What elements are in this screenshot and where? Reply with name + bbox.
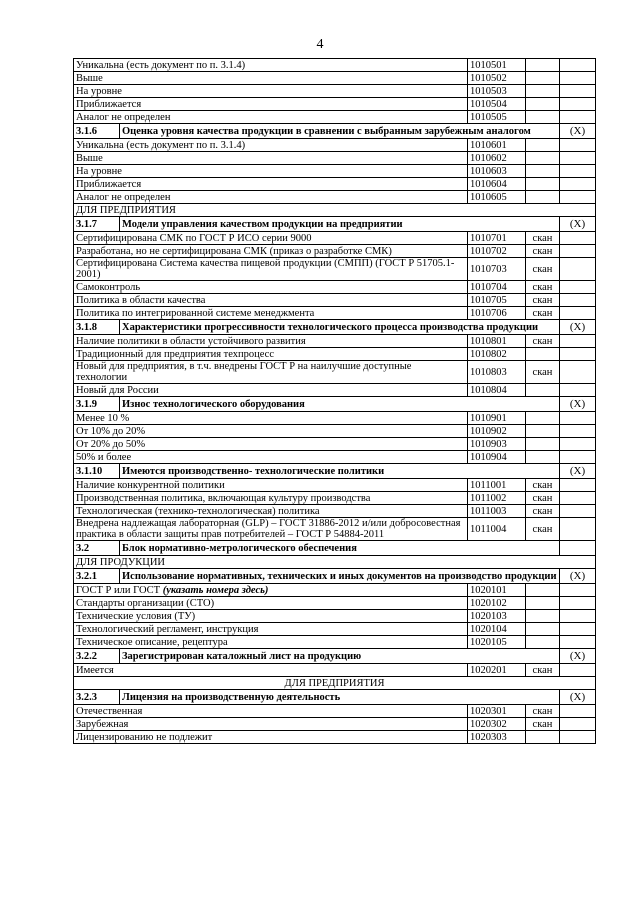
scan-flag bbox=[526, 111, 560, 124]
item-label bbox=[74, 98, 468, 111]
item-label bbox=[74, 731, 468, 744]
item-label bbox=[74, 623, 468, 636]
table-row bbox=[74, 191, 596, 204]
table-row bbox=[74, 412, 596, 425]
item-label bbox=[74, 111, 468, 124]
item-label-text: От 20% до 50% bbox=[76, 438, 146, 450]
item-label-text: Отечественная bbox=[76, 705, 143, 717]
mark-cell bbox=[560, 718, 596, 731]
scan-flag: скан bbox=[526, 258, 560, 281]
item-label-text: На уровне bbox=[76, 85, 122, 97]
category-row bbox=[74, 556, 596, 569]
item-label-text: Аналог не определен bbox=[76, 191, 171, 203]
section-number: 3.1.10 bbox=[74, 464, 120, 479]
table-row bbox=[74, 384, 596, 397]
item-label-text: Наличие конкурентной политики bbox=[76, 479, 225, 491]
item-code: 1010705 bbox=[468, 294, 526, 307]
item-label bbox=[74, 451, 468, 464]
item-label bbox=[74, 258, 468, 281]
scan-flag: скан bbox=[526, 705, 560, 718]
mark-cell bbox=[560, 335, 596, 348]
item-code: 1010602 bbox=[468, 152, 526, 165]
mark-cell bbox=[560, 479, 596, 492]
section-number: 3.2.3 bbox=[74, 690, 120, 705]
mark-cell bbox=[560, 425, 596, 438]
item-label bbox=[74, 584, 468, 597]
mark-cell: (X) bbox=[560, 320, 596, 335]
item-code: 1011002 bbox=[468, 492, 526, 505]
item-code: 1010503 bbox=[468, 85, 526, 98]
table-row bbox=[74, 361, 596, 384]
mark-cell bbox=[560, 664, 596, 677]
section-header-row bbox=[74, 541, 596, 556]
item-label-text: Самоконтроль bbox=[76, 281, 141, 293]
item-label bbox=[74, 518, 468, 541]
scan-flag: скан bbox=[526, 281, 560, 294]
table-row bbox=[74, 85, 596, 98]
section-title: Лицензия на производственную деятельность bbox=[120, 690, 560, 705]
item-label bbox=[74, 281, 468, 294]
item-label-text: Приближается bbox=[76, 98, 142, 110]
item-label-text: Традиционный для предприятия техпроцесс bbox=[76, 348, 275, 360]
mark-cell bbox=[560, 111, 596, 124]
table-row bbox=[74, 232, 596, 245]
scan-flag: скан bbox=[526, 505, 560, 518]
item-code: 1020105 bbox=[468, 636, 526, 649]
scan-flag bbox=[526, 636, 560, 649]
mark-cell bbox=[560, 245, 596, 258]
table-row bbox=[74, 705, 596, 718]
mark-cell: (X) bbox=[560, 397, 596, 412]
scan-flag: скан bbox=[526, 335, 560, 348]
table-row bbox=[74, 258, 596, 281]
scan-flag bbox=[526, 191, 560, 204]
section-number: 3.1.8 bbox=[74, 320, 120, 335]
mark-cell bbox=[560, 281, 596, 294]
scan-flag bbox=[526, 72, 560, 85]
table-row bbox=[74, 610, 596, 623]
item-label bbox=[74, 59, 468, 72]
scan-flag: скан bbox=[526, 492, 560, 505]
table-row bbox=[74, 479, 596, 492]
mark-cell bbox=[560, 597, 596, 610]
item-code: 1020301 bbox=[468, 705, 526, 718]
table-row bbox=[74, 165, 596, 178]
mark-cell bbox=[560, 59, 596, 72]
table-row bbox=[74, 294, 596, 307]
mark-cell bbox=[560, 705, 596, 718]
scan-flag bbox=[526, 623, 560, 636]
scan-flag: скан bbox=[526, 245, 560, 258]
mark-cell bbox=[560, 85, 596, 98]
scan-flag bbox=[526, 438, 560, 451]
item-label-text: Сертифицирована Система качества пищевой продукции (СМПП) (ГОСТ Р 51705.1-2001) bbox=[76, 258, 455, 280]
scan-flag: скан bbox=[526, 232, 560, 245]
item-code: 1010704 bbox=[468, 281, 526, 294]
item-label bbox=[74, 597, 468, 610]
item-code: 1010903 bbox=[468, 438, 526, 451]
mark-cell: (X) bbox=[560, 124, 596, 139]
mark-cell bbox=[560, 451, 596, 464]
item-code: 1010703 bbox=[468, 258, 526, 281]
section-header-row bbox=[74, 464, 596, 479]
item-label bbox=[74, 72, 468, 85]
scan-flag bbox=[526, 584, 560, 597]
item-code: 1020104 bbox=[468, 623, 526, 636]
mark-cell bbox=[560, 731, 596, 744]
table-row bbox=[74, 425, 596, 438]
item-label-text: Выше bbox=[76, 72, 103, 84]
mark-cell bbox=[560, 584, 596, 597]
item-label bbox=[74, 191, 468, 204]
mark-cell bbox=[560, 541, 596, 556]
mark-cell bbox=[560, 98, 596, 111]
section-header-row bbox=[74, 397, 596, 412]
item-code: 1010803 bbox=[468, 361, 526, 384]
item-label bbox=[74, 610, 468, 623]
mark-cell bbox=[560, 307, 596, 320]
table-row bbox=[74, 451, 596, 464]
item-label-text: Технологический регламент, инструкция bbox=[76, 623, 259, 635]
mark-cell bbox=[560, 623, 596, 636]
item-label-text: Выше bbox=[76, 152, 103, 164]
section-title: Характеристики прогрессивности технологического процесса производства продукции bbox=[120, 320, 560, 335]
item-code: 1010902 bbox=[468, 425, 526, 438]
item-label-text: Зарубежная bbox=[76, 718, 129, 730]
item-label-text: Сертифицирована СМК по ГОСТ Р ИСО серии 9000 bbox=[76, 232, 312, 244]
table-row bbox=[74, 281, 596, 294]
item-label-text: ГОСТ Р или ГОСТ bbox=[76, 584, 161, 596]
item-label bbox=[74, 178, 468, 191]
item-code: 1010706 bbox=[468, 307, 526, 320]
scan-flag bbox=[526, 152, 560, 165]
category-label: ДЛЯ ПРЕДПРИЯТИЯ bbox=[74, 677, 596, 690]
mark-cell bbox=[560, 152, 596, 165]
item-code: 1010604 bbox=[468, 178, 526, 191]
category-label: ДЛЯ ПРЕДПРИЯТИЯ bbox=[74, 204, 596, 217]
section-header-row bbox=[74, 690, 596, 705]
table-row bbox=[74, 597, 596, 610]
scan-flag bbox=[526, 412, 560, 425]
section-number: 3.2.2 bbox=[74, 649, 120, 664]
section-header-row bbox=[74, 217, 596, 232]
item-code: 1020103 bbox=[468, 610, 526, 623]
item-label bbox=[74, 492, 468, 505]
scan-flag bbox=[526, 425, 560, 438]
section-number: 3.2.1 bbox=[74, 569, 120, 584]
table-row bbox=[74, 492, 596, 505]
scan-flag bbox=[526, 139, 560, 152]
item-label-text: Приближается bbox=[76, 178, 142, 190]
mark-cell bbox=[560, 412, 596, 425]
form-body bbox=[74, 59, 596, 744]
mark-cell bbox=[560, 518, 596, 541]
scan-flag bbox=[526, 451, 560, 464]
section-title: Износ технологического оборудования bbox=[120, 397, 560, 412]
section-number: 3.2 bbox=[74, 541, 120, 556]
item-label-text: Внедрена надлежащая лабораторная (GLP) – ГОСТ 31886-2012 и/или добросовестная практика в области защиты прав потребителей – ГОСТ Р 54884-2011 bbox=[76, 518, 461, 540]
table-row bbox=[74, 152, 596, 165]
scan-flag bbox=[526, 98, 560, 111]
section-number: 3.1.7 bbox=[74, 217, 120, 232]
item-label-text: Политика по интегрированной системе менеджмента bbox=[76, 307, 315, 319]
item-label-text: Аналог не определен bbox=[76, 111, 171, 123]
mark-cell bbox=[560, 165, 596, 178]
table-row bbox=[74, 178, 596, 191]
section-title: Блок нормативно-метрологического обеспечения bbox=[120, 541, 560, 556]
scan-flag bbox=[526, 165, 560, 178]
table-row bbox=[74, 72, 596, 85]
section-header-row bbox=[74, 649, 596, 664]
mark-cell bbox=[560, 258, 596, 281]
item-label-text: Имеется bbox=[76, 664, 114, 676]
scan-flag bbox=[526, 59, 560, 72]
category-row bbox=[74, 677, 596, 690]
item-code: 1010804 bbox=[468, 384, 526, 397]
table-row bbox=[74, 584, 596, 597]
form-table bbox=[73, 58, 596, 744]
item-code: 1020201 bbox=[468, 664, 526, 677]
table-row bbox=[74, 307, 596, 320]
item-label bbox=[74, 361, 468, 384]
item-label bbox=[74, 294, 468, 307]
section-number: 3.1.9 bbox=[74, 397, 120, 412]
item-label bbox=[74, 335, 468, 348]
item-code: 1010802 bbox=[468, 348, 526, 361]
item-code: 1010605 bbox=[468, 191, 526, 204]
item-label-text: Новый для предприятия, в т.ч. внедрены ГОСТ Р на наилучшие доступные технологии bbox=[76, 361, 412, 383]
table-row bbox=[74, 111, 596, 124]
category-row bbox=[74, 204, 596, 217]
item-label bbox=[74, 139, 468, 152]
mark-cell: (X) bbox=[560, 690, 596, 705]
section-title: Зарегистрирован каталожный лист на продукцию bbox=[120, 649, 560, 664]
item-label bbox=[74, 412, 468, 425]
item-code: 1010702 bbox=[468, 245, 526, 258]
item-label-text: Уникальна (есть документ по п. 3.1.4) bbox=[76, 59, 246, 71]
section-header-row bbox=[74, 320, 596, 335]
mark-cell bbox=[560, 232, 596, 245]
section-title: Имеются производственно- технологические политики bbox=[120, 464, 560, 479]
scan-flag bbox=[526, 610, 560, 623]
mark-cell: (X) bbox=[560, 649, 596, 664]
item-code: 1010505 bbox=[468, 111, 526, 124]
page-number: 4 bbox=[316, 37, 324, 52]
mark-cell bbox=[560, 505, 596, 518]
mark-cell bbox=[560, 492, 596, 505]
item-label-text: Технические условия (ТУ) bbox=[76, 610, 196, 622]
item-label bbox=[74, 636, 468, 649]
mark-cell bbox=[560, 384, 596, 397]
section-title: Оценка уровня качества продукции в сравнении с выбранным зарубежным аналогом bbox=[120, 124, 560, 139]
item-label-text: От 10% до 20% bbox=[76, 425, 146, 437]
item-code: 1010801 bbox=[468, 335, 526, 348]
item-code: 1011003 bbox=[468, 505, 526, 518]
mark-cell bbox=[560, 178, 596, 191]
mark-cell bbox=[560, 636, 596, 649]
mark-cell bbox=[560, 191, 596, 204]
table-row bbox=[74, 718, 596, 731]
table-row bbox=[74, 664, 596, 677]
table-row bbox=[74, 505, 596, 518]
table-row bbox=[74, 438, 596, 451]
item-label bbox=[74, 232, 468, 245]
item-label bbox=[74, 245, 468, 258]
item-code: 1010502 bbox=[468, 72, 526, 85]
item-code: 1010904 bbox=[468, 451, 526, 464]
scan-flag: скан bbox=[526, 518, 560, 541]
item-label-text: 50% и более bbox=[76, 451, 132, 463]
item-label-text: Техническое описание, рецептура bbox=[76, 636, 228, 648]
item-label-text: Производственная политика, включающая культуру производства bbox=[76, 492, 371, 504]
table-row bbox=[74, 98, 596, 111]
mark-cell: (X) bbox=[560, 217, 596, 232]
section-number: 3.1.6 bbox=[74, 124, 120, 139]
table-row bbox=[74, 59, 596, 72]
table-row bbox=[74, 636, 596, 649]
table-row bbox=[74, 348, 596, 361]
mark-cell: (X) bbox=[560, 569, 596, 584]
item-label bbox=[74, 479, 468, 492]
scan-flag bbox=[526, 597, 560, 610]
item-code: 1020303 bbox=[468, 731, 526, 744]
item-label bbox=[74, 505, 468, 518]
item-code: 1010901 bbox=[468, 412, 526, 425]
item-code: 1011004 bbox=[468, 518, 526, 541]
item-code: 1010504 bbox=[468, 98, 526, 111]
item-label-text: Уникальна (есть документ по п. 3.1.4) bbox=[76, 139, 246, 151]
category-label: ДЛЯ ПРОДУКЦИИ bbox=[74, 556, 596, 569]
scan-flag bbox=[526, 384, 560, 397]
item-label bbox=[74, 664, 468, 677]
scan-flag: скан bbox=[526, 664, 560, 677]
scan-flag bbox=[526, 85, 560, 98]
scan-flag bbox=[526, 348, 560, 361]
item-label bbox=[74, 348, 468, 361]
section-title: Модели управления качеством продукции на предприятии bbox=[120, 217, 560, 232]
mark-cell bbox=[560, 72, 596, 85]
section-header-row bbox=[74, 569, 596, 584]
item-label bbox=[74, 165, 468, 178]
mark-cell bbox=[560, 361, 596, 384]
item-label bbox=[74, 425, 468, 438]
item-code: 1011001 bbox=[468, 479, 526, 492]
scan-flag: скан bbox=[526, 294, 560, 307]
scan-flag bbox=[526, 178, 560, 191]
item-code: 1020101 bbox=[468, 584, 526, 597]
item-code: 1020302 bbox=[468, 718, 526, 731]
item-label-text: На уровне bbox=[76, 165, 122, 177]
mark-cell bbox=[560, 438, 596, 451]
item-code: 1010501 bbox=[468, 59, 526, 72]
item-label-text: Наличие политики в области устойчивого развития bbox=[76, 335, 306, 347]
section-header-row bbox=[74, 124, 596, 139]
mark-cell: (X) bbox=[560, 464, 596, 479]
scan-flag bbox=[526, 731, 560, 744]
table-row bbox=[74, 518, 596, 541]
scan-flag: скан bbox=[526, 479, 560, 492]
item-code: 1010701 bbox=[468, 232, 526, 245]
item-label-text: Разработана, но не сертифицирована СМК (приказ о разработке СМК) bbox=[76, 245, 392, 257]
item-label-text: Лицензированию не подлежит bbox=[76, 731, 213, 743]
item-label bbox=[74, 718, 468, 731]
item-label bbox=[74, 307, 468, 320]
item-label-text: Менее 10 % bbox=[76, 412, 130, 424]
mark-cell bbox=[560, 610, 596, 623]
item-label bbox=[74, 705, 468, 718]
item-label-text: Технологическая (технико-технологическая) политика bbox=[76, 505, 320, 517]
item-label-text: Стандарты организации (СТО) bbox=[76, 597, 215, 609]
table-row bbox=[74, 335, 596, 348]
item-label bbox=[74, 384, 468, 397]
scan-flag: скан bbox=[526, 307, 560, 320]
table-row bbox=[74, 245, 596, 258]
scan-flag: скан bbox=[526, 718, 560, 731]
table-row bbox=[74, 623, 596, 636]
table-row bbox=[74, 731, 596, 744]
scan-flag: скан bbox=[526, 361, 560, 384]
item-code: 1020102 bbox=[468, 597, 526, 610]
item-label bbox=[74, 85, 468, 98]
item-label bbox=[74, 152, 468, 165]
section-title: Использование нормативных, технических и иных документов на производство продукции bbox=[120, 569, 560, 584]
item-code: 1010603 bbox=[468, 165, 526, 178]
item-label-text: Новый для России bbox=[76, 384, 159, 396]
table-row bbox=[74, 139, 596, 152]
item-label-note: (указать номера здесь) bbox=[162, 584, 269, 596]
mark-cell bbox=[560, 348, 596, 361]
item-code: 1010601 bbox=[468, 139, 526, 152]
item-label bbox=[74, 438, 468, 451]
mark-cell bbox=[560, 294, 596, 307]
mark-cell bbox=[560, 139, 596, 152]
item-label-text: Политика в области качества bbox=[76, 294, 206, 306]
